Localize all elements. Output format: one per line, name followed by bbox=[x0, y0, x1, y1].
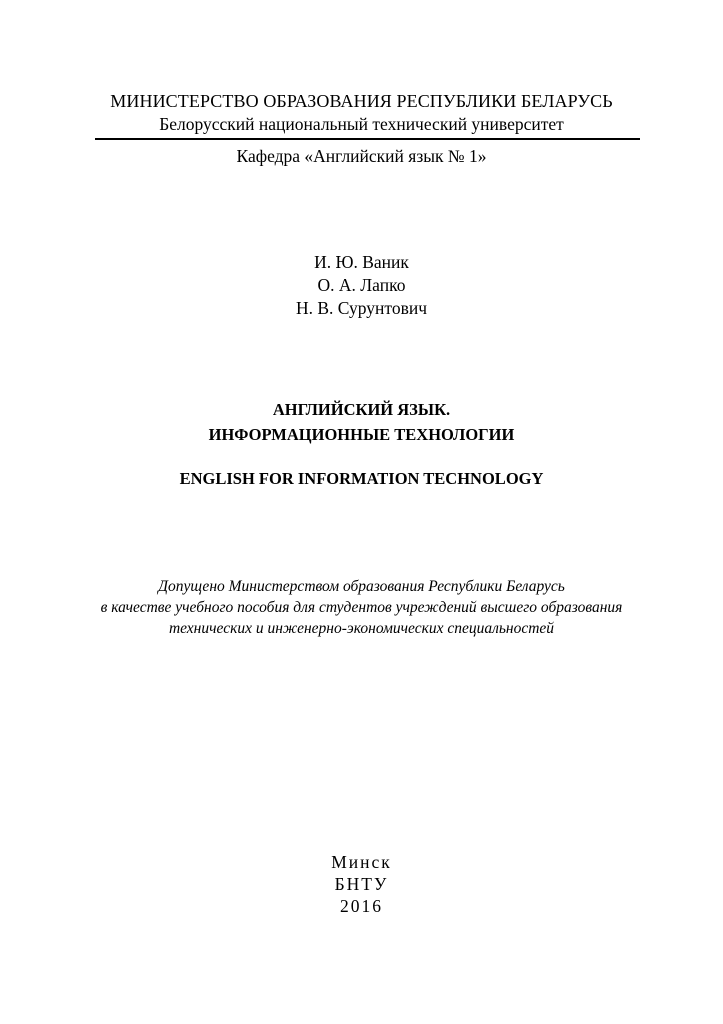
author-3: Н. В. Сурунтович bbox=[295, 298, 428, 318]
header-divider bbox=[95, 138, 640, 140]
book-title-ru-line-1: АНГЛИЙСКИЙ ЯЗЫК. bbox=[272, 400, 451, 419]
imprint-year: 2016 bbox=[340, 896, 383, 916]
approval-line-3: технических и инженерно-экономических специальностей bbox=[168, 620, 555, 637]
imprint-publisher: БНТУ bbox=[334, 874, 389, 894]
book-title-ru-line-2: ИНФОРМАЦИОННЫЕ ТЕХНОЛОГИИ bbox=[208, 425, 515, 444]
department-name: Кафедра «Английский язык № 1» bbox=[236, 146, 487, 166]
author-2: О. А. Лапко bbox=[317, 275, 406, 295]
ministry-name: МИНИСТЕРСТВО ОБРАЗОВАНИЯ РЕСПУБЛИКИ БЕЛАРУСЬ bbox=[110, 91, 613, 111]
approval-line-1: Допущено Министерством образования Республики Беларусь bbox=[158, 578, 565, 595]
university-name: Белорусский национальный технический университет bbox=[159, 114, 564, 134]
author-1: И. Ю. Ваник bbox=[314, 252, 409, 272]
book-title-en: ENGLISH FOR INFORMATION TECHNOLOGY bbox=[179, 469, 544, 488]
approval-line-2: в качестве учебного пособия для студентов учреждений высшего образования bbox=[100, 599, 623, 616]
imprint-city: Минск bbox=[331, 852, 392, 872]
